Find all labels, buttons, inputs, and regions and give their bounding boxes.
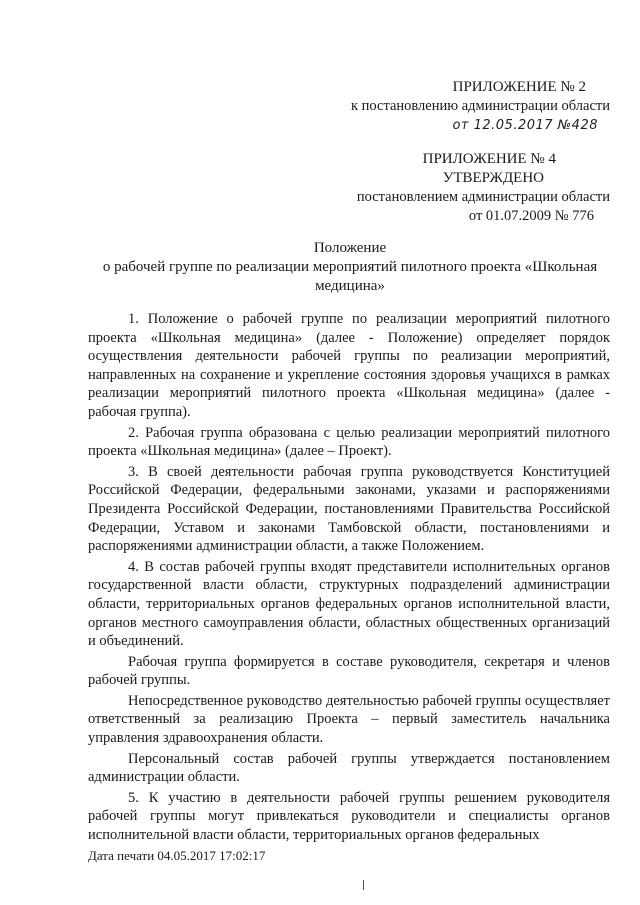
paragraph: Непосредственное руководство деятельностью рабочей группы осуществляет ответственный за реализацию Проекта – первый заместитель начальника управления здравоохранения области.: [88, 692, 610, 747]
paragraph: Рабочая группа формируется в составе руководителя, секретаря и членов рабочей группы.: [88, 653, 610, 689]
appendix-4-title: ПРИЛОЖЕНИЕ № 4: [422, 151, 556, 167]
paragraph: 5. К участию в деятельности рабочей группы решением руководителя рабочей группы могут привлекаться руководители и специалисты органов исполнительной власти области, территориальных органов федеральных: [88, 789, 610, 844]
paragraph: 2. Рабочая группа образована с целью реализации мероприятий пилотного проекта «Школьная медицина» (далее – Проект).: [88, 424, 610, 460]
document-heading: [70, 239, 630, 296]
paragraph: 3. В своей деятельности рабочая группа руководствуется Конституцией Российской Федерации, федеральными законами, указами и распоряжениями Президента Российской Федерации, постановлениями Правительства Российской Федерации, Уставом и законами Тамбовской области, постановлениями и распоряжениями администрации области, а также Положением.: [88, 463, 610, 555]
appendix-4-block: [357, 150, 610, 226]
approved-label: УТВЕРЖДЕНО: [442, 170, 544, 186]
handwritten-date-number: от 12.05.2017 №428: [452, 118, 598, 133]
appendix-2-block: [351, 78, 610, 135]
paragraph: 1. Положение о рабочей группе по реализации мероприятий пилотного проекта «Школьная медицина» (далее - Положение) определяет порядок осуществления деятельности рабочей группы по реализации мероприятий, направленных на сохранение и укрепление состояния здоровья учащихся в рамках реализации мероприятий пилотного проекта «Школьная медицина» (далее - рабочая группа).: [88, 311, 610, 420]
appendix-2-subtitle: к постановлению администрации области: [350, 98, 610, 114]
document-body: [88, 310, 610, 847]
approved-by-line: постановлением администрации области: [356, 189, 610, 205]
print-date-footer: Дата печати 04.05.2017 17:02:17: [88, 848, 266, 863]
appendix-2-title: ПРИЛОЖЕНИЕ № 2: [452, 79, 586, 95]
paragraph: Персональный состав рабочей группы утверждается постановлением администрации области.: [88, 750, 610, 786]
page-marker: [363, 880, 364, 890]
paragraph: 4. В состав рабочей группы входят представители исполнительных органов государственной власти области, структурных подразделений администрации области, территориальных органов федеральных органов исполнительной власти, органов местного самоуправления области, областных общественных организаций и объединений.: [88, 558, 610, 650]
heading-subtitle: о рабочей группе по реализации мероприятий пилотного проекта «Школьная медицина»: [102, 259, 598, 294]
heading-title: Положение: [313, 240, 387, 256]
approved-date-line: от 01.07.2009 № 776: [468, 208, 594, 224]
